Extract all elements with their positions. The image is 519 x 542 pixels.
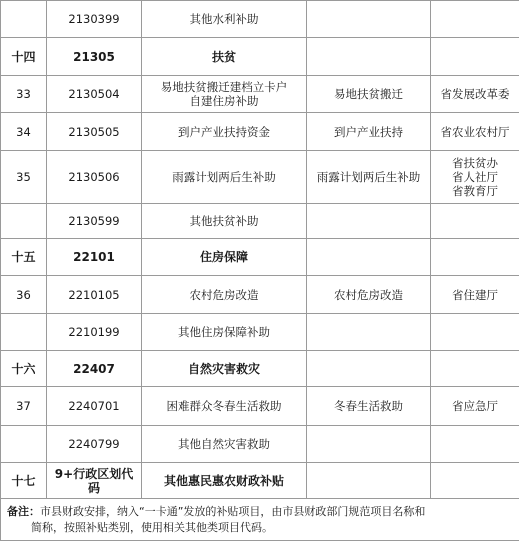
item-name: 其他水利补助 xyxy=(142,1,307,38)
category-name: 住房保障 xyxy=(142,239,307,276)
table-row xyxy=(1,426,519,463)
row-number xyxy=(1,1,47,38)
subsidy-item xyxy=(307,463,431,499)
item-code: 2240799 xyxy=(47,426,142,463)
subsidy-item xyxy=(307,426,431,463)
item-name: 其他扶贫补助 xyxy=(142,204,307,239)
subsidy-item xyxy=(307,204,431,239)
item-code: 2210105 xyxy=(47,276,142,314)
row-number: 37 xyxy=(1,387,47,426)
note-text: 简称，按照补贴类别，使用相关其他类项目代码。 xyxy=(31,520,273,534)
subsidy-item xyxy=(307,1,431,38)
department-line: 省教育厅 xyxy=(452,184,498,198)
row-number: 34 xyxy=(1,113,47,151)
category-code: 21305 xyxy=(47,38,142,76)
category-code: 9+行政区划代码 xyxy=(47,463,142,499)
category-code: 22407 xyxy=(47,351,142,387)
note-line xyxy=(7,504,513,520)
item-name: 困难群众冬春生活救助 xyxy=(142,387,307,426)
department xyxy=(431,1,519,38)
subsidy-item xyxy=(307,239,431,276)
category-code: 22101 xyxy=(47,239,142,276)
item-name: 到户产业扶持资金 xyxy=(142,113,307,151)
department: 省农业农村厅 xyxy=(431,113,519,151)
item-code: 2130506 xyxy=(47,151,142,204)
row-number xyxy=(1,314,47,351)
table-row xyxy=(1,276,519,314)
item-code: 2130399 xyxy=(47,1,142,38)
item-code: 2130504 xyxy=(47,76,142,113)
item-name-line: 易地扶贫搬迁建档立卡户 xyxy=(160,80,288,94)
category-name: 自然灾害救灾 xyxy=(142,351,307,387)
item-name xyxy=(142,76,307,113)
subsidy-item: 雨露计划两后生补助 xyxy=(307,151,431,204)
note-label: 备注： xyxy=(7,504,40,518)
department xyxy=(431,38,519,76)
category-row xyxy=(1,239,519,276)
department xyxy=(431,314,519,351)
row-number: 35 xyxy=(1,151,47,204)
category-number: 十七 xyxy=(1,463,47,499)
department xyxy=(431,239,519,276)
subsidy-item: 冬春生活救助 xyxy=(307,387,431,426)
note-text: 市县财政安排，纳入“一卡通”发放的补贴项目，由市县财政部门规范项目名称和 xyxy=(40,504,426,518)
table-row xyxy=(1,387,519,426)
item-name: 其他自然灾害救助 xyxy=(142,426,307,463)
item-name: 其他住房保障补助 xyxy=(142,314,307,351)
table-row xyxy=(1,113,519,151)
department xyxy=(431,463,519,499)
department xyxy=(431,426,519,463)
department xyxy=(431,204,519,239)
department xyxy=(431,351,519,387)
item-code: 2240701 xyxy=(47,387,142,426)
category-number: 十四 xyxy=(1,38,47,76)
subsidy-item xyxy=(307,314,431,351)
department xyxy=(431,151,519,204)
note-line xyxy=(7,520,513,536)
table-row xyxy=(1,314,519,351)
category-name: 扶贫 xyxy=(142,38,307,76)
item-name: 雨露计划两后生补助 xyxy=(142,151,307,204)
row-number: 33 xyxy=(1,76,47,113)
table-row xyxy=(1,1,519,38)
item-name: 农村危房改造 xyxy=(142,276,307,314)
item-code: 2130505 xyxy=(47,113,142,151)
department-line: 省人社厅 xyxy=(452,170,498,184)
item-code: 2210199 xyxy=(47,314,142,351)
table-row xyxy=(1,204,519,239)
subsidy-item: 农村危房改造 xyxy=(307,276,431,314)
table-row xyxy=(1,151,519,204)
item-name-line: 自建住房补助 xyxy=(189,94,259,108)
category-number: 十六 xyxy=(1,351,47,387)
department-line: 省扶贫办 xyxy=(452,156,498,170)
note-cell xyxy=(1,499,519,541)
department: 省发展改革委 xyxy=(431,76,519,113)
item-code: 2130599 xyxy=(47,204,142,239)
note-row xyxy=(1,499,519,541)
row-number xyxy=(1,204,47,239)
subsidy-item: 易地扶贫搬迁 xyxy=(307,76,431,113)
department: 省住建厅 xyxy=(431,276,519,314)
department: 省应急厅 xyxy=(431,387,519,426)
category-row xyxy=(1,463,519,499)
table-row xyxy=(1,76,519,113)
subsidy-item: 到户产业扶持 xyxy=(307,113,431,151)
category-row xyxy=(1,38,519,76)
row-number xyxy=(1,426,47,463)
category-name: 其他惠民惠农财政补贴 xyxy=(142,463,307,499)
category-row xyxy=(1,351,519,387)
category-number: 十五 xyxy=(1,239,47,276)
row-number: 36 xyxy=(1,276,47,314)
subsidy-item xyxy=(307,38,431,76)
subsidy-item xyxy=(307,351,431,387)
